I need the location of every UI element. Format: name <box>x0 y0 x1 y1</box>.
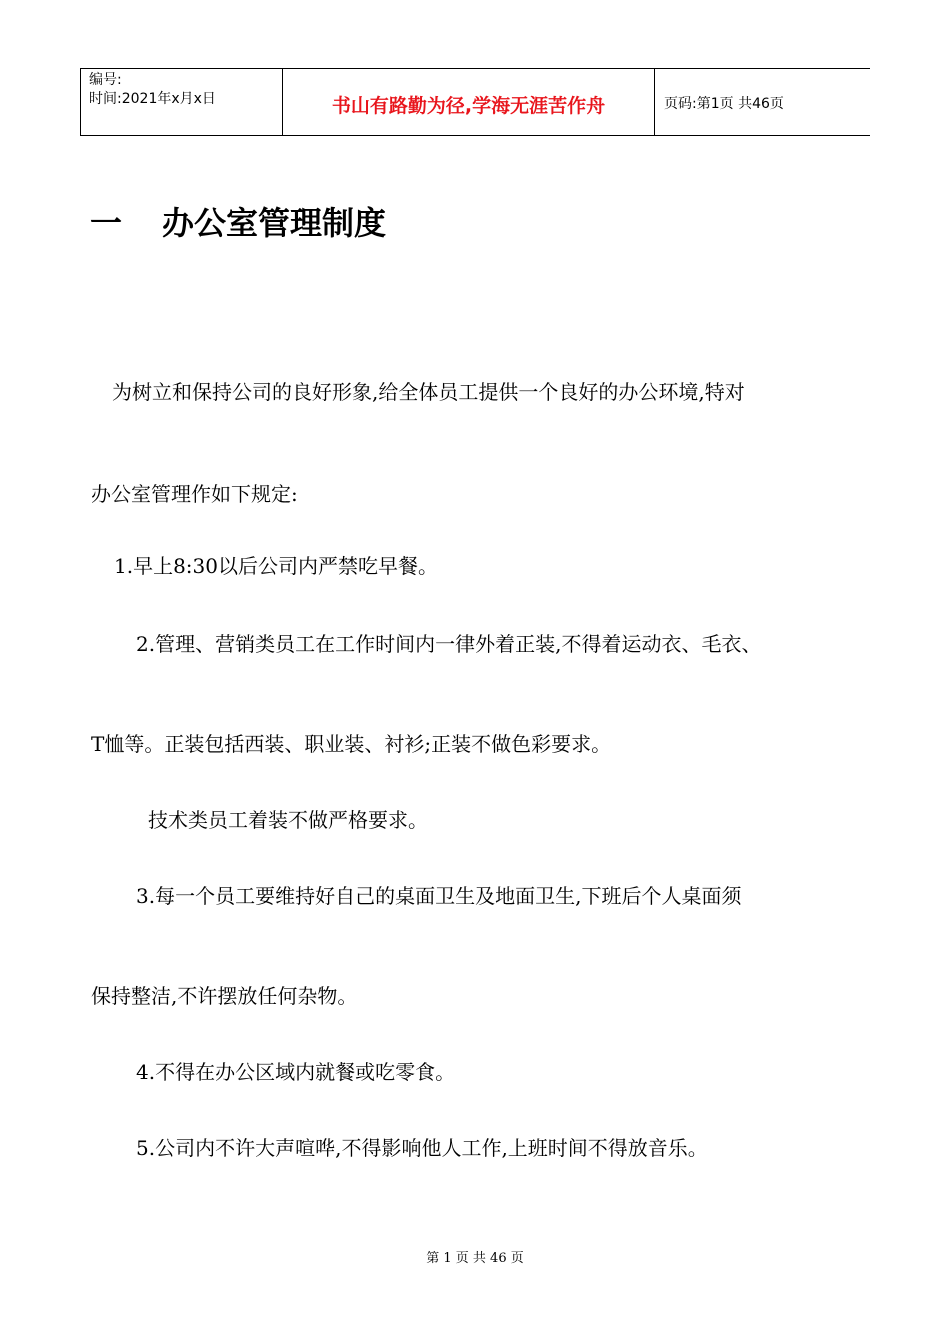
header-motto-cell <box>282 69 654 135</box>
rule-3-line-1: 3.每一个员工要维持好自己的桌面卫生及地面卫生,下班后个人桌面须 <box>136 884 742 908</box>
intro-line-1: 为树立和保持公司的良好形象,给全体员工提供一个良好的办公环境,特对 <box>112 380 745 404</box>
rule-1: 1.早上8:30以后公司内严禁吃早餐。 <box>114 554 438 578</box>
rule-2-line-2: T恤等。正装包括西装、职业装、衬衫;正装不做色彩要求。 <box>91 732 612 756</box>
intro-line-2: 办公室管理作如下规定: <box>91 482 298 506</box>
rule-2-line-1: 2.管理、营销类员工在工作时间内一律外着正装,不得着运动衣、毛衣、 <box>136 632 762 656</box>
rule-3-line-2: 保持整洁,不许摆放任何杂物。 <box>91 984 358 1008</box>
motto-text: 书山有路勤为径,学海无涯苦作舟 <box>331 94 606 117</box>
time-label: 时间:2021年x月x日 <box>89 91 216 107</box>
page-info: 页码:第1页 共46页 <box>664 96 784 112</box>
header-meta-cell <box>80 69 282 135</box>
rule-4: 4.不得在办公区域内就餐或吃零食。 <box>136 1060 456 1084</box>
page-footer: 第 1 页 共 46 页 <box>426 1251 524 1266</box>
header-table <box>80 68 870 136</box>
rule-2-note: 技术类员工着装不做严格要求。 <box>148 808 428 832</box>
code-label: 编号: <box>89 72 122 88</box>
rule-5: 5.公司内不许大声喧哗,不得影响他人工作,上班时间不得放音乐。 <box>136 1136 708 1160</box>
header-page-cell <box>654 69 870 135</box>
section-title: 办公室管理制度 <box>162 204 387 242</box>
section-number: 一 <box>90 204 123 242</box>
section-heading <box>90 198 386 244</box>
